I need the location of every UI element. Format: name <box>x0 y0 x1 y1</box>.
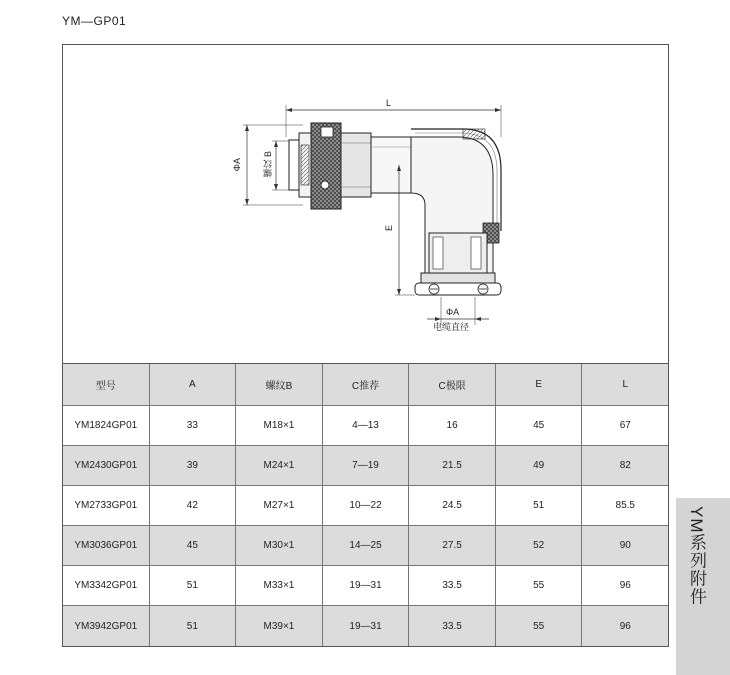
cell-a: 39 <box>150 446 237 485</box>
cell-c-recommended: 19—31 <box>323 606 410 646</box>
cell-e: 52 <box>496 526 583 565</box>
cell-thread-b: M33×1 <box>236 566 323 605</box>
header-model: 型号 <box>63 364 150 405</box>
cell-thread-b: M30×1 <box>236 526 323 565</box>
cell-model: YM1824GP01 <box>63 406 150 445</box>
header-l: L <box>622 379 629 390</box>
cable-diameter-label: 电缆直径 <box>433 322 470 332</box>
table-row <box>63 446 668 486</box>
cell-a: 51 <box>150 606 237 646</box>
cell-model: YM2430GP01 <box>63 446 150 485</box>
header-c-recommended: C推荐 <box>323 364 410 405</box>
cell-a: 33 <box>150 406 237 445</box>
cell-e: 49 <box>496 446 583 485</box>
cell-thread-b: M27×1 <box>236 486 323 525</box>
dimension-label-phia-left: ΦA <box>232 158 242 172</box>
cell-model: YM3342GP01 <box>63 566 150 605</box>
cell-c-limit: 33.5 <box>409 606 496 646</box>
cell-l: 85.5 <box>615 500 635 511</box>
series-side-tab <box>676 498 730 675</box>
cell-model: YM3942GP01 <box>63 606 150 646</box>
cell-c-limit: 21.5 <box>409 446 496 485</box>
cell-e: 45 <box>496 406 583 445</box>
dimension-label-thread-b: 螺纹 B <box>263 151 273 178</box>
header-e: E <box>496 364 583 405</box>
dimension-label-phia-bottom: ΦA <box>446 307 460 317</box>
page-title: YM—GP01 <box>62 14 127 28</box>
cell-c-limit: 33.5 <box>409 566 496 605</box>
cell-l: 82 <box>619 460 631 471</box>
cell-l: 67 <box>619 420 631 431</box>
cell-a: 42 <box>150 486 237 525</box>
cell-c-recommended: 14—25 <box>323 526 410 565</box>
cell-c-limit: 24.5 <box>409 486 496 525</box>
cell-c-recommended: 7—19 <box>323 446 410 485</box>
table-header-row <box>63 364 668 406</box>
cell-e: 55 <box>496 566 583 605</box>
cell-thread-b: M18×1 <box>236 406 323 445</box>
cell-c-limit: 16 <box>409 406 496 445</box>
header-thread-b: 螺纹B <box>236 364 323 405</box>
cell-model: YM2733GP01 <box>63 486 150 525</box>
header-a: A <box>150 364 237 405</box>
cell-e: 51 <box>496 486 583 525</box>
cell-c-recommended: 19—31 <box>323 566 410 605</box>
spec-frame <box>62 44 669 647</box>
cell-c-recommended: 10—22 <box>323 486 410 525</box>
cell-thread-b: M39×1 <box>236 606 323 646</box>
table-row <box>63 486 668 526</box>
cell-c-recommended: 4—13 <box>323 406 410 445</box>
cell-l: 90 <box>619 540 631 551</box>
table-row <box>63 566 668 606</box>
side-tab-label: YM系列附件 <box>687 506 706 606</box>
spec-table <box>63 363 668 646</box>
cell-l: 96 <box>619 580 631 591</box>
dimension-label-e: E <box>384 225 394 232</box>
cell-e: 55 <box>496 606 583 646</box>
cell-thread-b: M24×1 <box>236 446 323 485</box>
connector-drawing <box>63 45 668 363</box>
dimension-label-l: L <box>386 98 392 108</box>
cell-a: 51 <box>150 566 237 605</box>
table-row <box>63 526 668 566</box>
table-row <box>63 606 668 646</box>
cell-c-limit: 27.5 <box>409 526 496 565</box>
cell-l: 96 <box>619 620 631 632</box>
table-row <box>63 406 668 446</box>
elbow-connector-diagram <box>63 45 668 363</box>
cell-a: 45 <box>150 526 237 565</box>
header-c-limit: C极限 <box>409 364 496 405</box>
cell-model: YM3036GP01 <box>63 526 150 565</box>
